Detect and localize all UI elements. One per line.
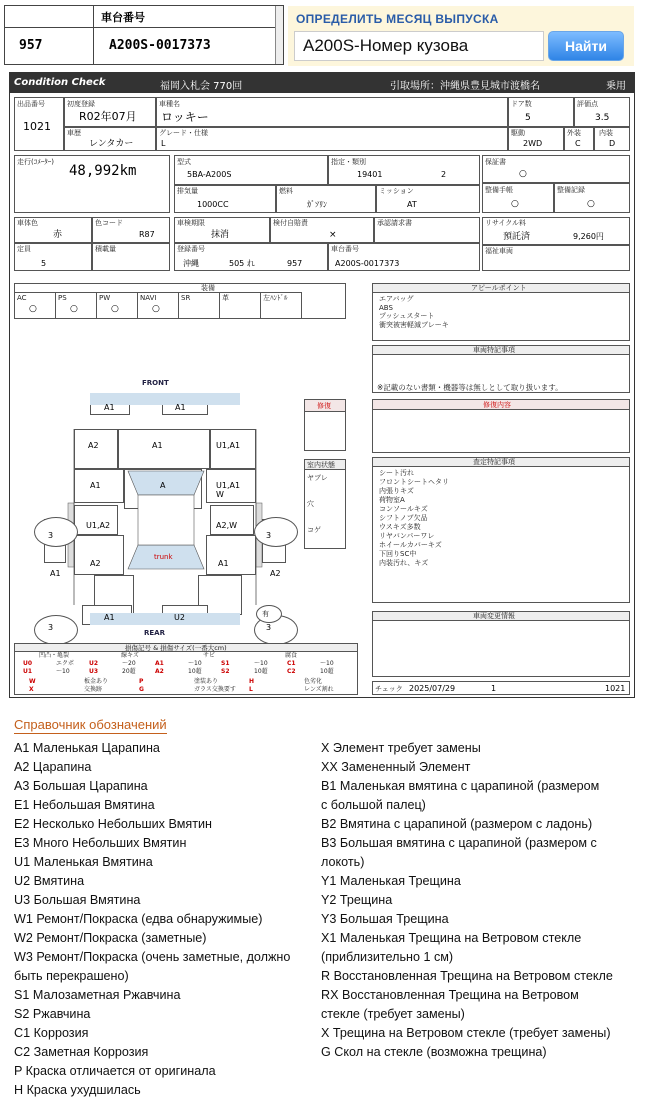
recycle-cell: リサイクル料 預託済 9,260円	[482, 217, 630, 245]
check-row: チェック 2025/07/29 1 1021	[372, 681, 630, 695]
pickup-location: 引取場所：沖縄県豊見城市渡橋名	[390, 81, 540, 92]
equipment-cell	[220, 292, 261, 318]
code-cell: U3	[89, 668, 99, 675]
code-cell: S1	[221, 660, 230, 667]
code-cell: レンズ割れ	[304, 686, 334, 693]
sheet-topbar	[10, 73, 634, 93]
damage-mark: A2	[88, 441, 99, 450]
legend-item: X Трещина на Ветровом стекле (требует замены)	[321, 1026, 611, 1040]
plate-header: 車台番号	[101, 11, 145, 24]
lot-cell: 出品番号 1021	[14, 97, 64, 151]
inspector-item: 下回りSC中	[379, 550, 417, 558]
plate-chassis: A200S-0017373	[109, 38, 211, 53]
code-cell: H	[249, 678, 255, 685]
capacity-cell: 定員 5	[14, 243, 92, 271]
legend-item: P Краска отличается от оригинала	[14, 1064, 216, 1078]
legend-item: W2 Ремонт/Покраска (заметные)	[14, 931, 207, 945]
code-cell: 10超	[320, 668, 334, 675]
lot-number: 1021	[23, 120, 51, 133]
equipment-label: AC	[17, 294, 27, 302]
inspector-item: ホイールカバーキズ	[379, 541, 442, 549]
legend-item: быть перекрашено)	[14, 969, 129, 983]
equipment-box: 装備 AC ○ PS ○ PW ○ NAVI ○ SR 革 左ﾊﾝﾄﾞﾙ	[14, 283, 346, 319]
damage-mark: A1	[104, 403, 115, 412]
equipment-cell	[56, 292, 97, 318]
category: 乗用	[606, 81, 626, 92]
damage-mark: U2	[174, 613, 185, 622]
hole-circle	[256, 605, 282, 623]
legend-item: A3 Большая Царапина	[14, 779, 148, 793]
legend-item: Y1 Маленькая Трещина	[321, 874, 461, 888]
legend-item: A1 Маленькая Царапина	[14, 741, 160, 755]
code-cell: L	[249, 686, 253, 693]
code-header: 線キズ	[121, 652, 139, 659]
legend-right-column	[321, 739, 613, 1062]
legend-item: с большой палец)	[321, 798, 426, 812]
inspector-item: シート汚れ	[379, 469, 414, 477]
inspector-box: 査定特記事項 シート汚れ フロントシートヘタリ 内張りキズ 荷物室A コンソールキズ シフトノブ欠品 ウスキズ多数 リヤバンパーワレ ホイールカバーキズ 下回りSC中 内装汚れ、キズ	[372, 457, 630, 603]
legend-item: стекле (требует замены)	[321, 1007, 465, 1021]
auction-sheet	[9, 72, 635, 698]
legend-item: B3 Большая вмятина с царапиной (размером с	[321, 836, 597, 850]
equipment-cell	[97, 292, 138, 318]
equipment-label: 革	[222, 294, 229, 302]
find-button[interactable]: Найти	[548, 31, 624, 61]
code-header: サビ	[203, 652, 216, 659]
damage-mark: 3	[266, 531, 272, 540]
code-cell: 10超	[188, 668, 202, 675]
damage-mark: A1	[104, 613, 115, 622]
mission-cell: ミッション AT	[376, 185, 480, 213]
code-cell: 塗装あり	[194, 678, 219, 685]
score-cell: 評価点 3.5	[574, 97, 630, 127]
disp-cell: 排気量 1000CC	[174, 185, 276, 213]
reg-cell: 登録番号 沖縄 505 れ 957	[174, 243, 328, 271]
code-cell: U0	[23, 660, 33, 667]
legend-item: Y3 Большая Трещина	[321, 912, 449, 926]
legend-item: S1 Малозаметная Ржавчина	[14, 988, 181, 1002]
trunk-label: trunk	[154, 553, 173, 561]
code-header: 凹凸・亀裂	[39, 652, 70, 659]
equipment-label: 左ﾊﾝﾄﾞﾙ	[263, 294, 288, 302]
fuel-cell: 燃料 ｶﾞｿﾘﾝ	[276, 185, 376, 213]
wheel-circle	[34, 615, 78, 645]
legend-item: U1 Маленькая Вмятина	[14, 855, 153, 869]
car-diagram	[10, 373, 300, 643]
damage-mark: 3	[48, 623, 54, 632]
plate-number: 957	[19, 38, 43, 53]
grade-cell: グレード・仕様 L	[156, 127, 508, 151]
mileage: 48,992km	[69, 163, 137, 179]
wheel-circle	[254, 517, 298, 547]
code-cell: A2	[155, 668, 164, 675]
code-cell: C2	[287, 668, 296, 675]
note-box: 車両特記事項 ※記載のない書類・機器等は無しとして取り扱います。	[372, 345, 630, 393]
equipment-cell	[261, 292, 302, 318]
legend-item: A2 Царапина	[14, 760, 92, 774]
legend-item: E3 Много Небольших Вмятин	[14, 836, 187, 850]
inspector-item: 荷物室A	[379, 496, 405, 504]
code-cell: ～10	[56, 668, 70, 675]
legend-item: U3 Большая Вмятина	[14, 893, 141, 907]
code-cell: ガラス交換要す	[194, 686, 236, 693]
appeal-item: ABS	[379, 303, 393, 312]
history-cell: 車歴 レンタカー	[64, 127, 156, 151]
release-month-widget	[288, 6, 634, 66]
code-cell: 10超	[254, 668, 268, 675]
equipment-cell	[179, 292, 220, 318]
wheel-circle	[34, 517, 78, 547]
legend-item: X1 Маленькая Трещина на Ветровом стекле	[321, 931, 582, 945]
damage-mark: U1,A1 W	[216, 481, 241, 499]
code-cell: U2	[89, 660, 99, 667]
code-cell: 20超	[122, 668, 136, 675]
plate-divider	[93, 6, 94, 64]
equipment-cell	[138, 292, 179, 318]
spec-cell: 指定・類別 19401 2	[328, 155, 480, 185]
legend-item: (приблизительно 1 см)	[321, 950, 454, 964]
chassis-cell: 車台番号 A200S-0017373	[328, 243, 480, 271]
damage-mark: A2	[90, 559, 101, 568]
damage-mark: A1	[50, 569, 61, 578]
legend-item: B2 Вмятина с царапиной (размером с ладонь)	[321, 817, 593, 831]
appeal-item: 衝突被害軽減ブレーキ	[379, 320, 449, 329]
code-cell: 交換跡	[84, 686, 103, 693]
legend-item: RX Восстановленная Трещина на Ветровом	[321, 988, 579, 1002]
car-outline	[10, 373, 300, 643]
legend-item: S2 Ржавчина	[14, 1007, 91, 1021]
equipment-cell	[15, 292, 56, 318]
legend-item: W3 Ремонт/Покраска (очень заметные, должно	[14, 950, 291, 964]
equipment-value: ○	[70, 304, 78, 314]
equipment-value: ○	[29, 304, 37, 314]
front-label: FRONT	[142, 379, 169, 387]
appeal-item: プッシュスタート	[379, 312, 435, 320]
damage-mark: A2,W	[216, 521, 238, 530]
chassis-plate	[4, 5, 284, 65]
legend-item: W1 Ремонт/Покраска (едва обнаружимые)	[14, 912, 263, 926]
code-cell: C1	[287, 660, 296, 667]
legend-item: E1 Небольшая Вмятина	[14, 798, 155, 812]
code-cell: エクボ	[56, 660, 75, 667]
inspector-item: リヤバンパーワレ	[379, 532, 435, 540]
damage-mark: A	[160, 481, 166, 490]
warranty-cell: 保証書 ○	[482, 155, 630, 183]
insurance-cell: 検付自賠責 ×	[270, 217, 374, 243]
condition-check: Condition Check	[14, 77, 106, 88]
inspector-item: シフトノブ欠品	[379, 514, 428, 522]
code-cell: W	[29, 678, 36, 685]
equipment-label: SR	[181, 294, 191, 302]
damage-mark: A1	[175, 403, 186, 412]
appeal-list	[379, 295, 449, 329]
inspect-cell: 車検期限 抹消	[174, 217, 270, 243]
welfare-cell: 福祉車両	[482, 245, 630, 271]
ext-cell: 外装 C	[564, 127, 594, 151]
request-cell: 承認請求書	[374, 217, 480, 243]
code-cell: ～10	[254, 660, 268, 667]
damage-mark: U1,A2	[86, 521, 111, 530]
code-cell: A1	[155, 660, 164, 667]
code-cell: ～10	[188, 660, 202, 667]
equipment-label: PW	[99, 294, 111, 302]
manual-cell: 整備手帳 ○	[482, 183, 554, 213]
mileage-cell: 走行(ｺﾒｰﾀｰ) 48,992km	[14, 155, 170, 213]
inspector-item: フロントシートヘタリ	[379, 478, 449, 486]
equipment-value: ○	[111, 304, 119, 314]
hole-label: 有	[262, 610, 269, 618]
type-cell: 型式 5BA-A200S	[174, 155, 328, 185]
code-header: 腐食	[285, 652, 298, 659]
doors-cell: ドア数 5	[508, 97, 574, 127]
code-cell: 色コード R87	[92, 217, 170, 243]
repair-box: 修復	[304, 399, 346, 451]
record-cell: 整備記録 ○	[554, 183, 630, 213]
legend-item: локоть)	[321, 855, 365, 869]
legend-item: G Скол на стекле (возможна трещина)	[321, 1045, 547, 1059]
damage-mark: A1	[90, 481, 101, 490]
damage-mark: A1	[218, 559, 229, 568]
auction-name: 福岡入札会 770回	[160, 81, 243, 92]
legend-item: H Краска ухудшилась	[14, 1083, 141, 1097]
legend-title: Справочник обозначений	[14, 717, 167, 732]
model-name: ロッキー	[161, 110, 209, 124]
interior-box: 室内状態 ヤブレ 穴 コゲ	[304, 459, 346, 549]
damage-mark: A2	[270, 569, 281, 578]
legend-item: Y2 Трещина	[321, 893, 393, 907]
equipment-label: PS	[58, 294, 67, 302]
legend-item: C1 Коррозия	[14, 1026, 89, 1040]
model-cell: 車種名 ロッキー	[156, 97, 508, 127]
damage-mark: A1	[152, 441, 163, 450]
repair-content-box: 修復内容	[372, 399, 630, 453]
inspector-item: ウスキズ多数	[379, 523, 421, 531]
damage-mark: 3	[266, 623, 272, 632]
legend-left-column	[14, 739, 290, 1100]
legend-item: C2 Заметная Коррозия	[14, 1045, 149, 1059]
inspector-item: コンソールキズ	[379, 505, 428, 513]
appeal-box: アピールポイント エアバッグ ABS プッシュスタート 衝突被害軽減ブレーキ	[372, 283, 630, 341]
equipment-label: NAVI	[140, 294, 157, 302]
inspector-item: 内張りキズ	[379, 487, 414, 495]
inspector-item: 内装汚れ、キズ	[379, 559, 429, 567]
code-cell: G	[139, 686, 144, 693]
widget-title: ОПРЕДЕЛИТЬ МЕСЯЦ ВЫПУСКА	[296, 12, 499, 26]
legend-item: B1 Маленькая вмятина с царапиной (размером	[321, 779, 600, 793]
drive-cell: 駆動 2WD	[508, 127, 564, 151]
legend-item: E2 Несколько Небольших Вмятин	[14, 817, 212, 831]
legend-item: U2 Вмятина	[14, 874, 85, 888]
first-reg-cell: 初度登録 R02年07月	[64, 97, 156, 127]
code-cell: P	[139, 678, 144, 685]
rear-label: REAR	[144, 629, 165, 637]
damage-code-table: 損傷記号 & 損傷サイズ(一番大cm) 凹凸・亀裂 線キズ サビ 腐食 U0 エクボ U2 ～20 A1 ～10 S1 ～10 C1 ～10 U1 ～10 U3 20超 A2 10超 S2 10超 C2 10超 W 板金あり P 塗装あり H 色劣化 X 交換跡 G ガラス交換要す L レンズ割れ	[14, 643, 358, 695]
appeal-item: エアバッグ	[379, 295, 414, 303]
legend-item: XX Замененный Элемент	[321, 760, 471, 774]
inspector-list	[379, 469, 449, 568]
color-cell: 車体色 赤	[14, 217, 92, 243]
score: 3.5	[595, 113, 610, 123]
int-cell: 内装 D	[594, 127, 630, 151]
equipment-value: ○	[152, 304, 160, 314]
legend-item: R Восстановленная Трещина на Ветровом стекле	[321, 969, 613, 983]
code-cell: 板金あり	[84, 678, 109, 685]
code-cell: U1	[23, 668, 33, 675]
plate-fold	[275, 6, 283, 64]
damage-mark: 3	[48, 531, 54, 540]
load-cell: 積載量	[92, 243, 170, 271]
code-cell: 色劣化	[304, 678, 323, 685]
legend-item: X Элемент требует замены	[321, 741, 481, 755]
code-cell: ～20	[122, 660, 136, 667]
code-cell: ～10	[320, 660, 334, 667]
change-box: 車両変更情報	[372, 611, 630, 677]
chassis-search-input[interactable]	[294, 31, 544, 61]
damage-mark: U1,A1	[216, 441, 241, 450]
code-cell: X	[29, 686, 34, 693]
code-cell: S2	[221, 668, 230, 675]
